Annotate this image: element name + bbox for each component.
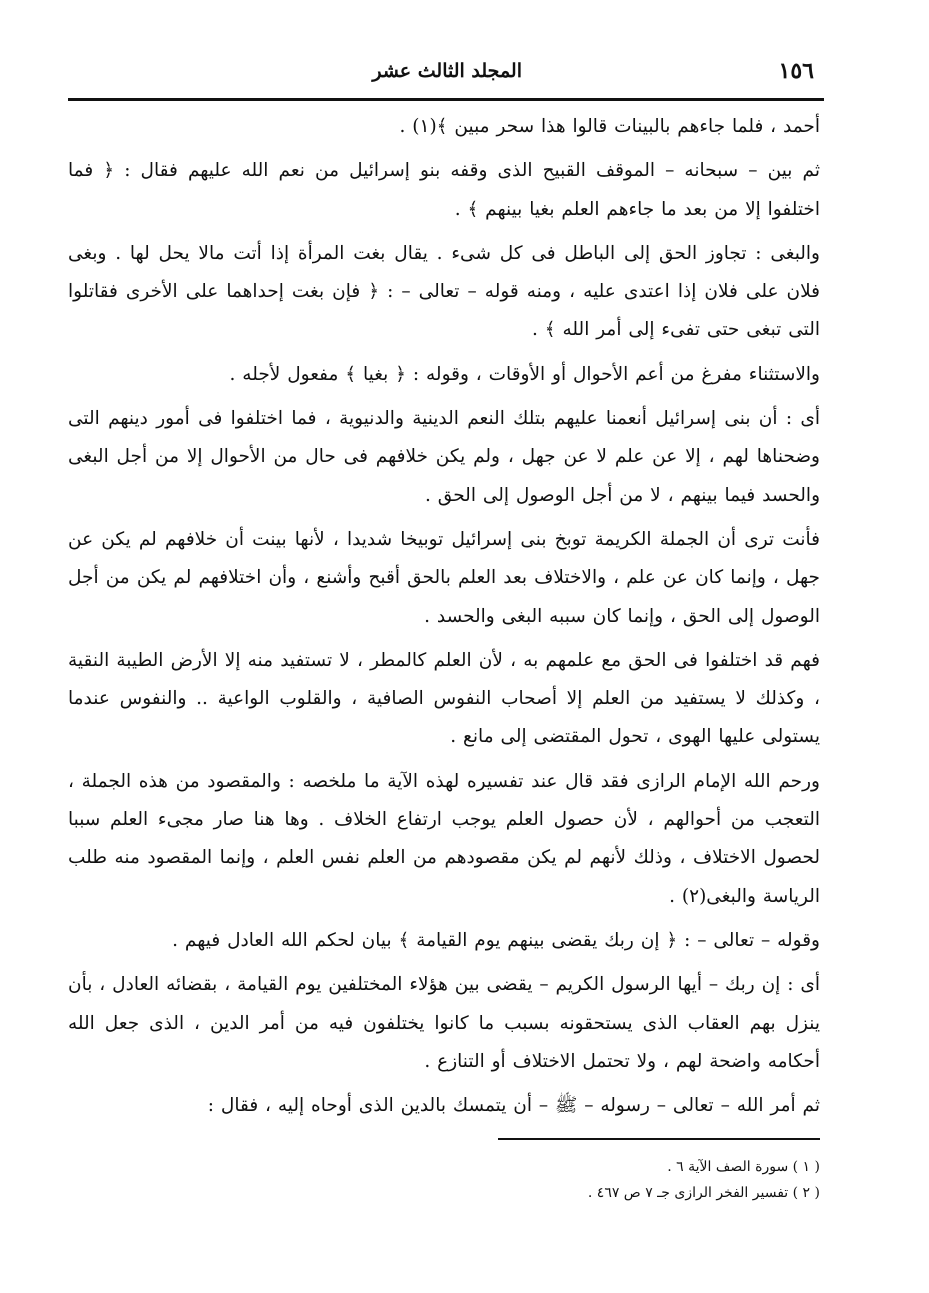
paragraph: فهم قد اختلفوا فى الحق مع علمهم به ، لأن العلم كالمطر ، لا تستفيد منه إلا الأرض الطيبة النقية ، وكذلك لا يستفيد من العلم إلا أصحاب النفوس الصافية ، والقلوب الواعية .. والنفوس عندما يستولى عليها الهوى ، تحول المقتضى إلى مانع .	[68, 649, 820, 748]
paragraph: أحمد ، فلما جاءهم بالبينات قالوا هذا سحر مبين ﴾(١) .	[399, 116, 820, 137]
footnote-divider	[498, 1138, 820, 1140]
paragraph: فأنت ترى أن الجملة الكريمة توبخ بنى إسرائيل توبيخا شديدا ، لأنها بينت أن خلافهم لم يكن عن جهل ، وإنما كان عن علم ، والاختلاف بعد العلم بالحق أقبح وأشنع ، وأن اختلافهم لم يكن من أجل الوصول إلى الحق ، وإنما كان سببه البغى والحسد .	[68, 528, 820, 627]
footnote: ( ٢ ) تفسير الفخر الرازى جـ ٧ ص ٤٦٧ .	[587, 1185, 820, 1201]
paragraph: والبغى : تجاوز الحق إلى الباطل فى كل شىء . يقال بغت المرأة إذا أتت مالا يحل لها . وبغى فلان على فلان إذا اعتدى عليه ، ومنه قوله – تعالى – : ﴿ فإن بغت إحداهما على الأخرى فقاتلوا التى تبغى حتى تفىء إلى أمر الله ﴾ .	[68, 242, 820, 341]
paragraph: أى : أن بنى إسرائيل أنعمنا عليهم بتلك النعم الدينية والدنيوية ، فما اختلفوا فى أمور دينهم التى وضحناها لهم ، إلا عن علم لا عن جهل ، ولم يكن خلافهم فى حال من الأحوال إلا من أجل البغى والحسد فيما بينهم ، لا من أجل الوصول إلى الحق .	[68, 408, 820, 506]
page-header	[68, 58, 820, 92]
paragraph: ثم بين – سبحانه – الموقف القبيح الذى وقفه بنو إسرائيل من نعم الله عليهم فقال : ﴿ فما اختلفوا إلا من بعد ما جاءهم العلم بغيا بينهم ﴾ .	[68, 160, 820, 220]
running-title: المجلد الثالث عشر	[372, 60, 522, 82]
page-number: ١٥٦	[778, 58, 814, 84]
footnote: ( ١ ) سورة الصف الآية ٦ .	[667, 1159, 820, 1175]
paragraph: وقوله – تعالى – : ﴿ إن ربك يقضى بينهم يوم القيامة ﴾ بيان لحكم الله العادل فيهم .	[172, 929, 820, 951]
body-text	[68, 108, 820, 1131]
footnotes	[300, 1154, 820, 1206]
header-divider	[68, 98, 824, 101]
paragraph: أى : إن ربك – أيها الرسول الكريم – يقضى بين هؤلاء المختلفين يوم القيامة ، بقضائه العادل ، بأن ينزل بهم العقاب الذى يستحقونه بسبب ما كانوا يختلفون فيه من أمر الدين ، الذى جعل الله أحكامه واضحة لهم ، ولا تحتمل الاختلاف أو التنازع .	[68, 974, 820, 1072]
paragraph: والاستثناء مفرغ من أعم الأحوال أو الأوقات ، وقوله : ﴿ بغيا ﴾ مفعول لأجله .	[229, 363, 820, 385]
paragraph: ورحم الله الإمام الرازى فقد قال عند تفسيره لهذه الآية ما ملخصه : والمقصود من هذه الجملة ، التعجب من أحوالهم ، لأن حصول العلم يوجب ارتفاع الخلاف . وها هنا صار مجىء العلم سببا لحصول الاختلاف ، وذلك لأنهم لم يكن مقصودهم من العلم نفس العلم ، وإنما المقصود منه طلب الرياسة والبغى(٢) .	[68, 770, 820, 907]
paragraph: ثم أمر الله – تعالى – رسوله – ﷺ – أن يتمسك بالدين الذى أوحاه إليه ، فقال :	[207, 1095, 820, 1117]
